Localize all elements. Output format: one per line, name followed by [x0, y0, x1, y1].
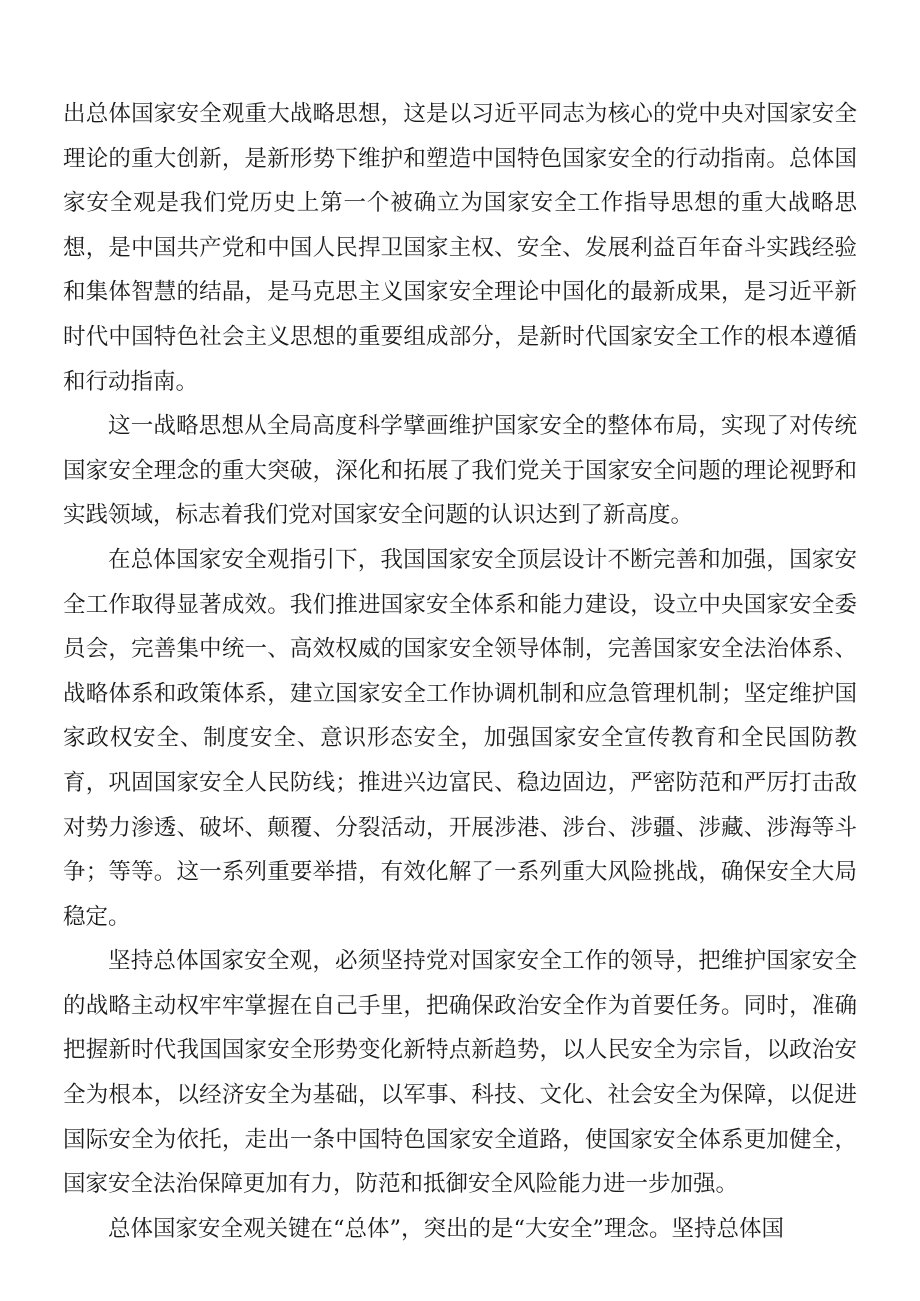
- paragraph-strategic-thought: 这一战略思想从全局高度科学擘画维护国家安全的整体布局，实现了对传统国家安全理念的重大突破，深化和拓展了我们党关于国家安全问题的理论视野和实践领域，标志着我们党对国家安全问题的认识达到了新高度。: [63, 413, 857, 529]
- paragraph-overall-security: 总体国家安全观关键在“总体”，突出的是“大安全”理念。坚持总体国: [108, 1215, 785, 1242]
- paragraph-continued: 出总体国家安全观重大战略思想，这是以习近平同志为核心的党中央对国家安全理论的重大创新，是新形势下维护和塑造中国特色国家安全的行动指南。总体国家安全观是我们党历史上第一个被确立为国家安全工作指导思想的重大战略思想，是中国共产党和中国人民捍卫国家主权、安全、发展利益百年奋斗实践经验和集体智慧的结晶，是马克思主义国家安全理论中国化的最新成果，是习近平新时代中国特色社会主义思想的重要组成部分，是新时代国家安全工作的根本遵循和行动指南。: [63, 101, 857, 395]
- document-body: [63, 92, 857, 1251]
- paragraph-party-leadership: 坚持总体国家安全观，必须坚持党对国家安全工作的领导，把维护国家安全的战略主动权牢牢掌握在自己手里，把确保政治安全作为首要任务。同时，准确把握新时代我国国家安全形势变化新特点新趋势，以人民安全为宗旨，以政治安全为根本，以经济安全为基础，以军事、科技、文化、社会安全为保障，以促进国际安全为依托，走出一条中国特色国家安全道路，使国家安全体系更加健全，国家安全法治保障更加有力，防范和抵御安全风险能力进一步加强。: [63, 948, 857, 1198]
- paragraph-achievements: 在总体国家安全观指引下，我国国家安全顶层设计不断完善和加强，国家安全工作取得显著成效。我们推进国家安全体系和能力建设，设立中央国家安全委员会，完善集中统一、高效权威的国家安全领导体制，完善国家安全法治体系、战略体系和政策体系，建立国家安全工作协调机制和应急管理机制；坚定维护国家政权安全、制度安全、意识形态安全，加强国家安全宣传教育和全民国防教育，巩固国家安全人民防线；推进兴边富民、稳边固边，严密防范和严厉打击敌对势力渗透、破坏、颠覆、分裂活动，开展涉港、涉台、涉疆、涉藏、涉海等斗争；等等。这一系列重要举措，有效化解了一系列重大风险挑战，确保安全大局稳定。: [63, 546, 857, 930]
